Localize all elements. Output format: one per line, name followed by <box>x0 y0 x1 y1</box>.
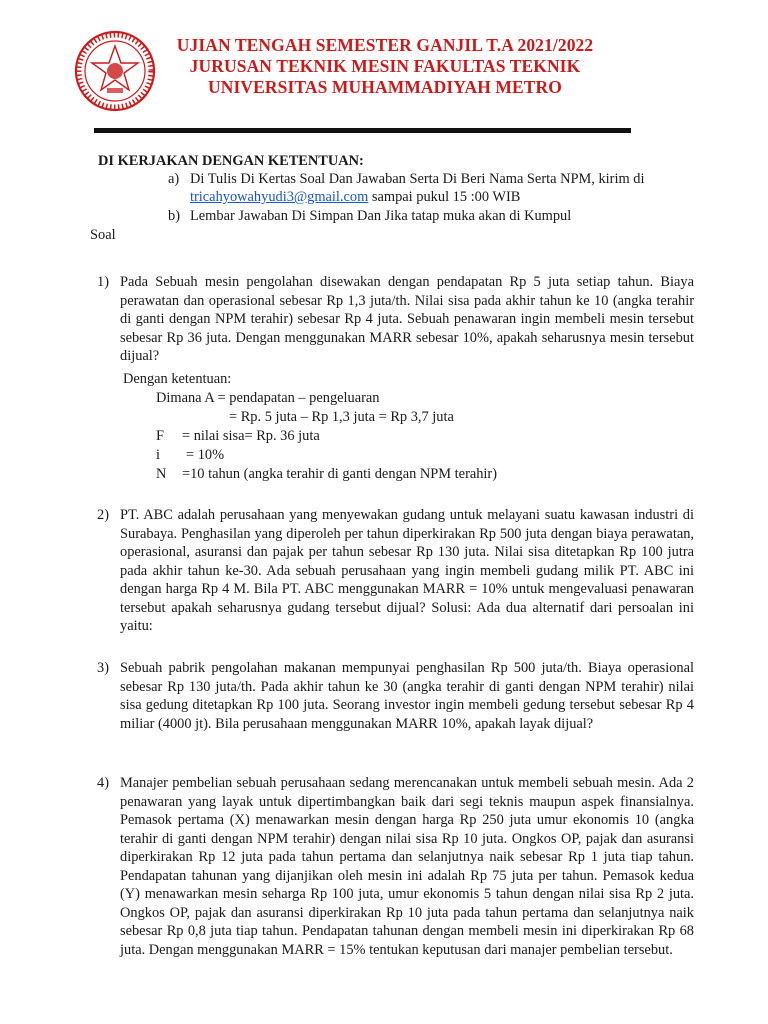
question-4-number: 4) <box>97 775 109 791</box>
given-n-label: N <box>156 466 167 482</box>
email-link[interactable]: tricahyowahyudi3@gmail.com <box>190 189 369 205</box>
instruction-a-deadline: sampai pukul 15 :00 WIB <box>371 189 521 205</box>
soal-label: Soal <box>90 227 116 243</box>
instruction-b-text: Lembar Jawaban Di Simpan Dan Jika tatap muka akan di Kumpul <box>190 208 572 224</box>
given-a-formula: Dimana A = pendapatan – pengeluaran <box>156 390 380 406</box>
question-3-number: 3) <box>97 660 109 676</box>
university-seal-logo <box>74 30 156 112</box>
question-3-text: Sebuah pabrik pengolahan makanan mempunyai penghasilan Rp 500 juta/th. Biaya operasional sebesar Rp 130 juta/th. Pada akhir tahun ke 30 (angka terahir di ganti dengan NPM terahir) nilai sisa gedung ditetapkan Rp 100 juta. Seorang investor ingin membeli gedung tersebut sebesar Rp 4 miliar (4000 jt). Bila perusahaan menggunakan MARR 10%, apakah layak dijual? <box>120 660 694 732</box>
department-title: JURUSAN TEKNIK MESIN FAKULTAS TEKNIK <box>189 56 581 76</box>
given-i-label: i <box>156 447 160 463</box>
given-n-value: =10 tahun (angka terahir di ganti dengan NPM terahir) <box>182 466 498 482</box>
instruction-a-text: Di Tulis Di Kertas Soal Dan Jawaban Serta Di Beri Nama Serta NPM, kirim di <box>190 171 645 187</box>
instructions-heading: DI KERJAKAN DENGAN KETENTUAN: <box>98 153 364 169</box>
given-i-value: = 10% <box>186 447 225 463</box>
question-1-number: 1) <box>97 274 109 290</box>
instruction-a-line2 <box>190 188 520 206</box>
instruction-a-marker: a) <box>168 171 180 187</box>
given-a-value: = Rp. 5 juta – Rp 1,3 juta = Rp 3,7 juta <box>229 409 454 425</box>
given-f-value: = nilai sisa= Rp. 36 juta <box>182 428 320 444</box>
instruction-b-marker: b) <box>168 208 180 224</box>
given-f-label: F <box>156 428 165 444</box>
header-divider <box>94 128 631 133</box>
university-title: UNIVERSITAS MUHAMMADIYAH METRO <box>208 77 562 97</box>
question-2-number: 2) <box>97 507 109 523</box>
exam-title: UJIAN TENGAH SEMESTER GANJIL T.A 2021/2022 <box>176 35 594 55</box>
question-4-text: Manajer pembelian sebuah perusahaan sedang merencanakan untuk membeli sebuah mesin. Ada 2 penawaran yang layak untuk dipertimbangkan baik dari segi teknis maupun aspek finansialnya. Pemasok pertama (X) menawarkan mesin dengan harga Rp 250 juta umur ekonomis 10 (angka terahir di ganti dengan NPM terahir) dengan nilai sisa Rp 10 juta. Ongkos OP, pajak dan asuransi diperkirakan Rp 12 juta pada tahun pertama dan selanjutnya naik sebesar Rp 1 juta tiap tahun. Pendapatan tahunan yang dijanjikan oleh mesin ini adalah Rp 75 juta per tahun. Pemasok kedua (Y) menawarkan mesin seharga Rp 100 juta, umur ekonomis 5 tahun dengan nilai sisa Rp 2 juta. Ongkos OP, pajak dan asuransi diperkirakan Rp 10 juta pada tahun pertama dan selanjutnya naik sebesar Rp 0,8 juta tiap tahun. Pendapatan tahunan dengan membeli mesin ini diperkirakan Rp 68 juta. Dengan menggunakan MARR = 15% tentukan keputusan dari manajer pembelian tersebut. <box>120 775 694 958</box>
given-intro: Dengan ketentuan: <box>123 371 232 387</box>
question-1-text: Pada Sebuah mesin pengolahan disewakan dengan pendapatan Rp 5 juta setiap tahun. Biaya perawatan dan operasional sebesar Rp 1,3 juta/th. Nilai sisa pada akhir tahun ke 10 (angka terahir di ganti dengan NPM terahir) sebesar Rp 4 juta. Sebuah penawaran ingin membeli mesin tersebut sebesar Rp 36 juta. Dengan menggunakan MARR sebesar 10%, apakah seharusnya mesin tersebut dijual? <box>120 274 694 364</box>
question-2-text: PT. ABC adalah perusahaan yang menyewakan gudang untuk melayani suatu kawasan industri di Surabaya. Penghasilan yang diperoleh per tahun diperkirakan Rp 500 juta dengan biaya perawatan, operasional, asuransi dan pajak per tahun sebesar Rp 130 juta. Nilai sisa ditetapkan Rp 100 jutra pada akhir tahun ke-30. Ada sebuah perusahaan yang ingin membeli gudang milik PT. ABC ini dengan harga Rp 4 M. Bila PT. ABC menggunakan MARR = 10% untuk mengevaluasi penawaran tersebut apakah seharusnya gudang tersebut dijual? Solusi: Ada dua alternatif dari persoalan ini yaitu: <box>120 507 694 634</box>
